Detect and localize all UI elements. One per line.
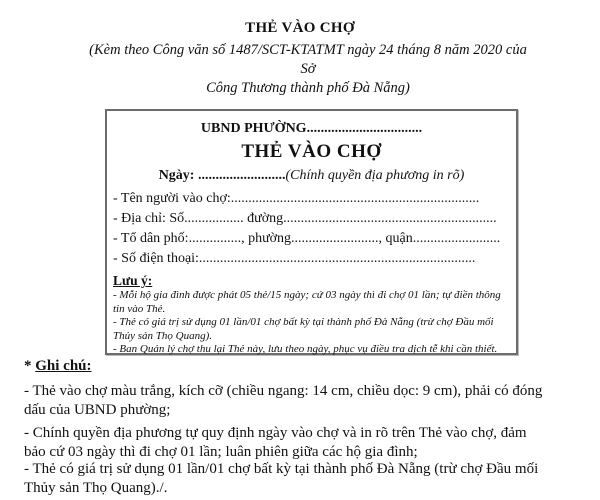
card-note-item: - Ban Quản lý chợ thu lại Thẻ này, lưu theo ngày, phục vụ điều tra dịch tễ khi cần thiết. [113,343,498,355]
date-note: (Chính quyền địa phương in rõ) [285,168,465,183]
card-ward-committee: UBND PHƯỜNG................................. [200,121,423,136]
remark-paragraph: - Thẻ có giá trị sử dụng 01 lần/01 chợ bất kỳ tại thành phố Đà Nẵng (trừ chợ Đầu mối Thủy sản Thọ Quang)./. [24,461,539,496]
field-phone: - Số điện thoại:............................................................................... [113,251,476,266]
remarks-label: Ghi chú: [35,358,92,374]
card-title: THẺ VÀO CHỢ [241,141,382,162]
subtitle-line-2: Công Thương thành phố Đà Nẵng) [206,80,410,96]
card-note-item: - Mỗi hộ gia đình được phát 05 thẻ/15 ngày; cứ 03 ngày thì đi chợ 01 lần; tự điền thông tin vào Thẻ. [113,289,501,315]
date-label: Ngày: [158,168,198,183]
notes-heading: Lưu ý: [113,273,153,288]
card-date-line [107,168,516,184]
field-residential-group: - Tổ dân phố:..............., phường........................., quận......................... [113,231,501,246]
remarks-star: * [24,358,36,374]
subtitle-line-1: (Kèm theo Công văn số 1487/SCT-KTATMT ngày 24 tháng 8 năm 2020 của Sở [89,42,527,77]
card-note-item: - Thẻ có giá trị sử dụng 01 lần/01 chợ bất kỳ tại thành phố Đà Nẵng (trừ chợ Đầu mối Thủy sản Thọ Quang). [113,316,494,342]
remark-paragraph: - Chính quyền địa phương tự quy định ngày vào chợ và in rõ trên Thẻ vào chợ, đảm bảo cứ 03 ngày thì đi chợ 01 lần; luân phiên giữa các hộ gia đình; [24,425,527,460]
remarks-heading [24,358,92,375]
date-dots: ......................... [197,168,286,183]
remark-paragraph: - Thẻ vào chợ màu trắng, kích cỡ (chiều ngang: 14 cm, chiều dọc: 9 cm), phải có đóng dấu của UBND phường; [24,383,543,418]
card-notes [113,289,511,357]
card-fields [113,189,513,269]
field-address: - Địa chỉ: Số................. đường............................................................. [113,211,497,226]
document-title: THẺ VÀO CHỢ [245,20,355,36]
field-name: - Tên người vào chợ:....................................................................... [113,191,480,206]
document-subtitle [88,41,528,98]
market-entry-card [105,109,518,355]
